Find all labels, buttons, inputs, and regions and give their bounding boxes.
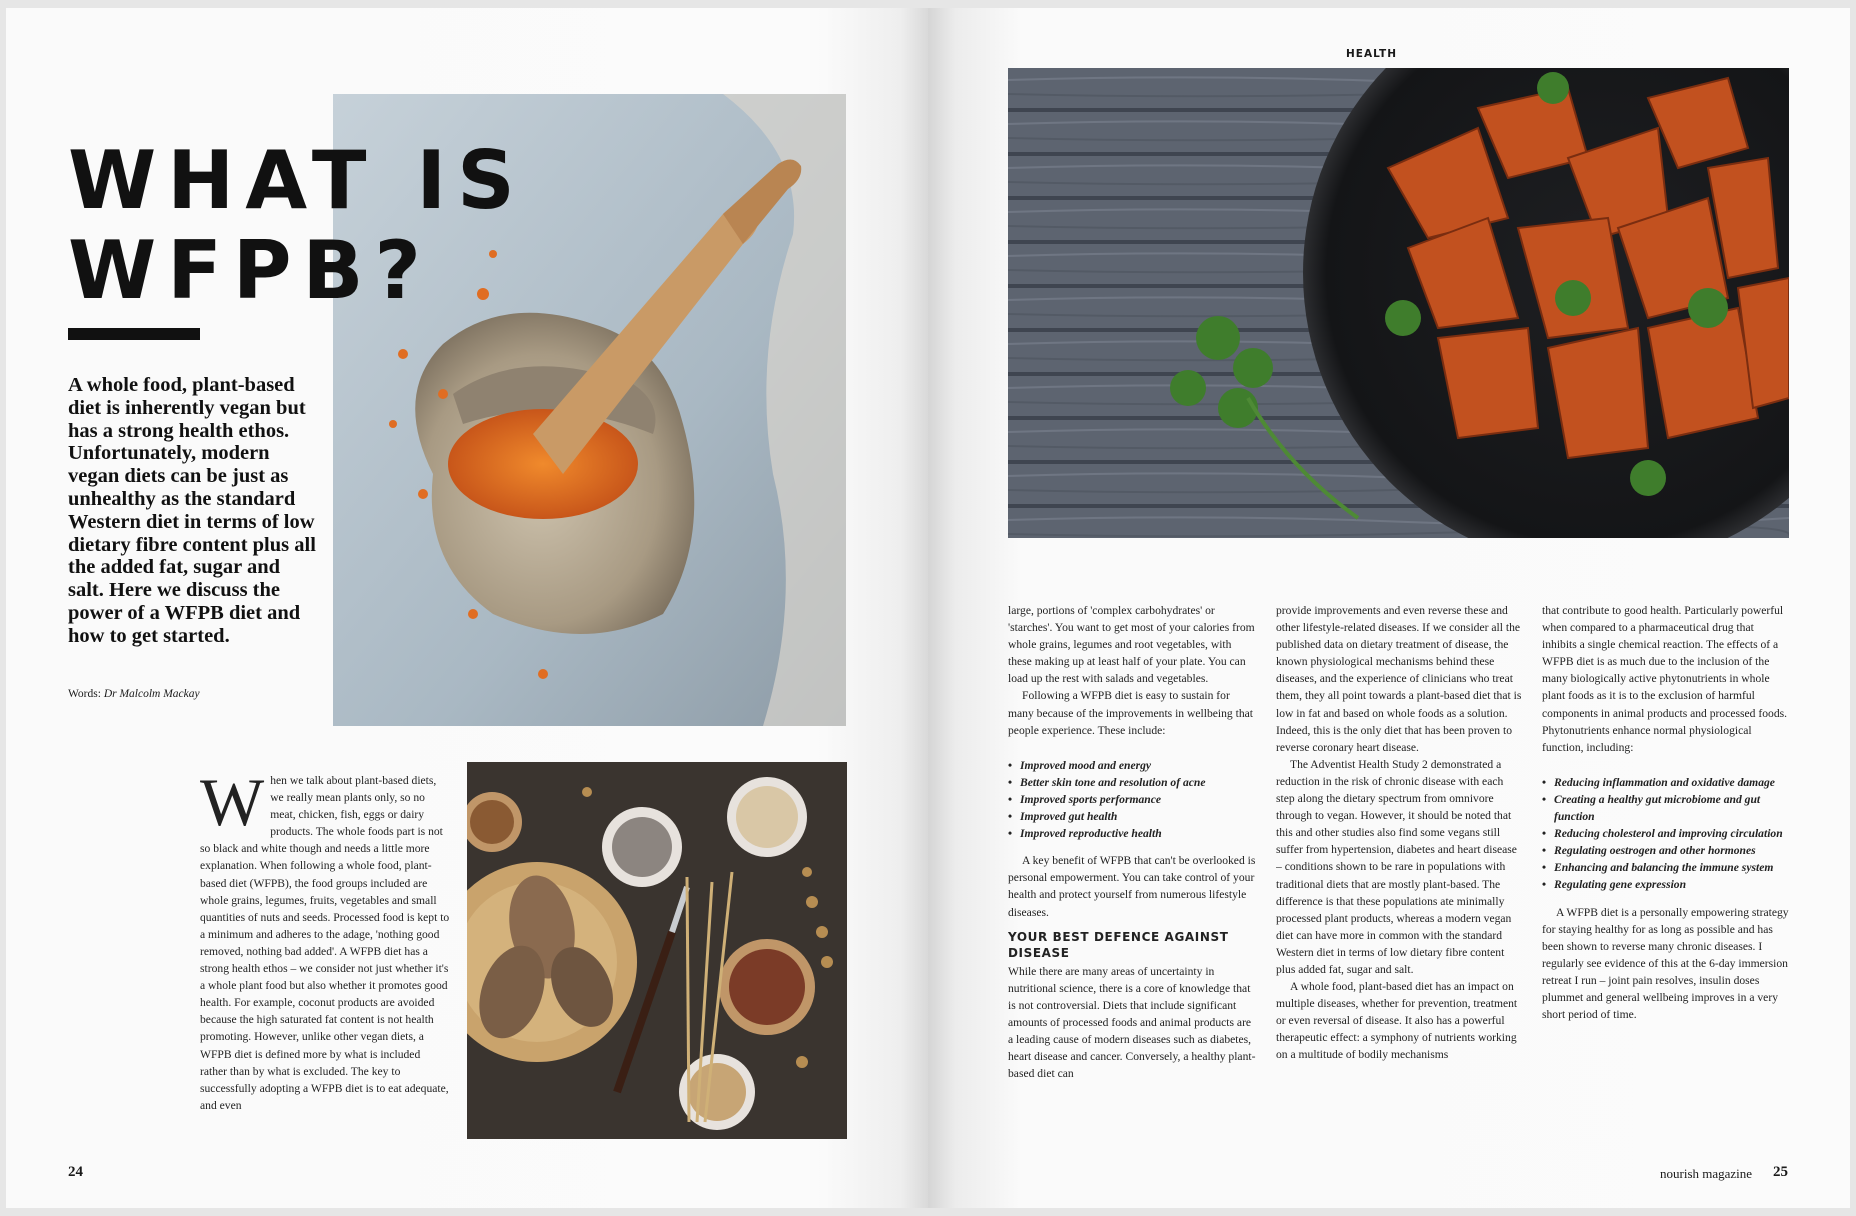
article-title [68,136,526,316]
list-item: • Regulating oestrogen and other hormones [1542,842,1790,859]
list-item: • Creating a healthy gut microbiome and gut function [1542,791,1790,825]
title-line-1: WHAT IS [68,134,526,227]
roasted-sweet-potato-photo [1008,68,1789,538]
byline-label: Words: [68,688,101,700]
body-column-1 [1008,602,1256,1152]
drop-cap: W [200,772,265,840]
col2-paragraph-2: The Adventist Health Study 2 demonstrated a reduction in the risk of chronic disease with each step along the dietary spectrum from omnivore through to vegan. However, it should be noted that this and other studies also find some vegans still suffer from hypertension, diabetes and heart disease – conditions shown to be rare in populations with traditional diets that are mostly plant-based. The difference is that these populations ate minimally processed plant products, whereas a modern vegan diet can have more in common with the standard Western diet in terms of low dietary fibre content plus added fat, sugar and salt. [1276,757,1517,976]
phytonutrient-effects-list [1542,774,1790,894]
magazine-folio: nourish magazine [1660,1166,1753,1181]
list-item: • Improved sports performance [1008,791,1256,808]
body-column-left [200,772,450,1152]
title-rule [68,328,200,340]
col1-paragraph-2: Following a WFPB diet is easy to sustain for many because of the improvements in wellbeing that people experience. These include: [1008,689,1254,737]
list-item: • Improved reproductive health [1008,825,1256,842]
col1-paragraph-1: large, portions of 'complex carbohydrates' or 'starches'. You want to get most of your calories from whole grains, legumes and root vegetables, with these making up at least half of your plate. You can load up the rest with salads and vegetables. [1008,604,1255,686]
whole-grains-flatlay-photo [467,762,847,1139]
col2-paragraph-1: provide improvements and even reverse these and other lifestyle-related diseases. If we consider all the published data on dietary treatment of disease, the known physiological mechanisms behind these diseases, and the experience of clinicians who treat them, they all point towards a plant-based diet that is low in fat and based on whole foods as a solution. Indeed, this is the only diet that has been proven to reverse coronary heart disease. [1276,604,1522,754]
list-item: • Reducing inflammation and oxidative damage [1542,774,1790,791]
col1-paragraph-4: While there are many areas of uncertainty in nutritional science, there is a core of knowledge that is not controversial. Diets that include significant amounts of processed foods and animal products are a leading cause of modern diseases such as diabetes, heart disease and cancer. Conversely, a healthy plant-based diet can [1008,964,1256,1081]
list-item: • Enhancing and balancing the immune system [1542,859,1790,876]
right-page [928,8,1850,1208]
intro-standfirst: A whole food, plant-based diet is inherently vegan but has a strong health ethos. Unfortunately, modern vegan diets can be just as unhealthy as the standard Western diet in terms of low dietary fibre content plus all the added fat, sugar and salt. Here we discuss the power of a WFPB diet and how to get started. [68,374,316,647]
byline [68,688,200,700]
list-item: • Reducing cholesterol and improving circulation [1542,825,1790,842]
subheading: YOUR BEST DEFENCE AGAINST DISEASE [1008,929,1229,960]
title-line-2: WFPB? [68,224,432,317]
list-item: • Improved gut health [1008,808,1256,825]
col1-paragraph-3: A key benefit of WFPB that can't be overlooked is personal empowerment. You can take control of your health and protect yourself from numerous lifestyle diseases. [1008,854,1256,919]
body-column-2 [1276,602,1524,1152]
col3-paragraph-2: A WFPB diet is a personally empowering strategy for staying healthy for as long as possible and has been shown to reverse many chronic diseases. I regularly see evidence of this at the 6-day immersion retreat I run – joint pain resolves, insulin doses plummet and general wellbeing improves in a very short period of time. [1542,905,1789,1022]
page-number-left: 24 [68,1164,83,1180]
body-paragraph: hen we talk about plant-based diets, we really mean plants only, so no meat, chicken, fish, eggs or dairy products. The whole foods part is not so black and white though and needs a little more explanation. When following a whole food, plant-based diet (WFPB), the food groups included are whole grains, legumes, fruits, vegetables and small quantities of nuts and seeds. Processed food is kept to a minimum and adheres to the adage, 'nothing good removed, nothing bad added'. A WFPB diet has a strong health ethos – we consider not just whether it's a whole plant food but also whether it promotes good health. For example, coconut products are avoided because the high saturated fat content is not health promoting. However, unlike other vegan diets, a WFPB diet is defined more by what is included rather than by what is excluded. The key to successfully adopting a WFPB diet is to eat adequate, and even [200,774,450,1112]
list-item: • Better skin tone and resolution of acne [1008,774,1256,791]
list-item: • Regulating gene expression [1542,876,1790,893]
benefits-list [1008,757,1256,842]
col3-paragraph-1: that contribute to good health. Particularly powerful when compared to a pharmaceutical drug that inhibits a single chemical reaction. The effects of a WFPB diet is as much due to the inclusion of the many biologically active phytonutrients in whole plant foods as it is to the exclusion of harmful components in animal products and processed foods. Phytonutrients enhance normal physiological function, including: [1542,604,1788,754]
section-kicker: HEALTH [1346,48,1397,60]
body-column-3 [1542,602,1790,1152]
byline-author: Dr Malcolm Mackay [103,688,200,700]
col2-paragraph-3: A whole food, plant-based diet has an impact on multiple diseases, whether for prevention, treatment or even reversal of disease. It also has a powerful therapeutic effect: a symphony of nutrients working on a multitude of bodily mechanisms [1276,980,1518,1062]
list-item: • Improved mood and energy [1008,757,1256,774]
left-page [6,8,928,1208]
page-number-right: 25 [1773,1164,1788,1180]
